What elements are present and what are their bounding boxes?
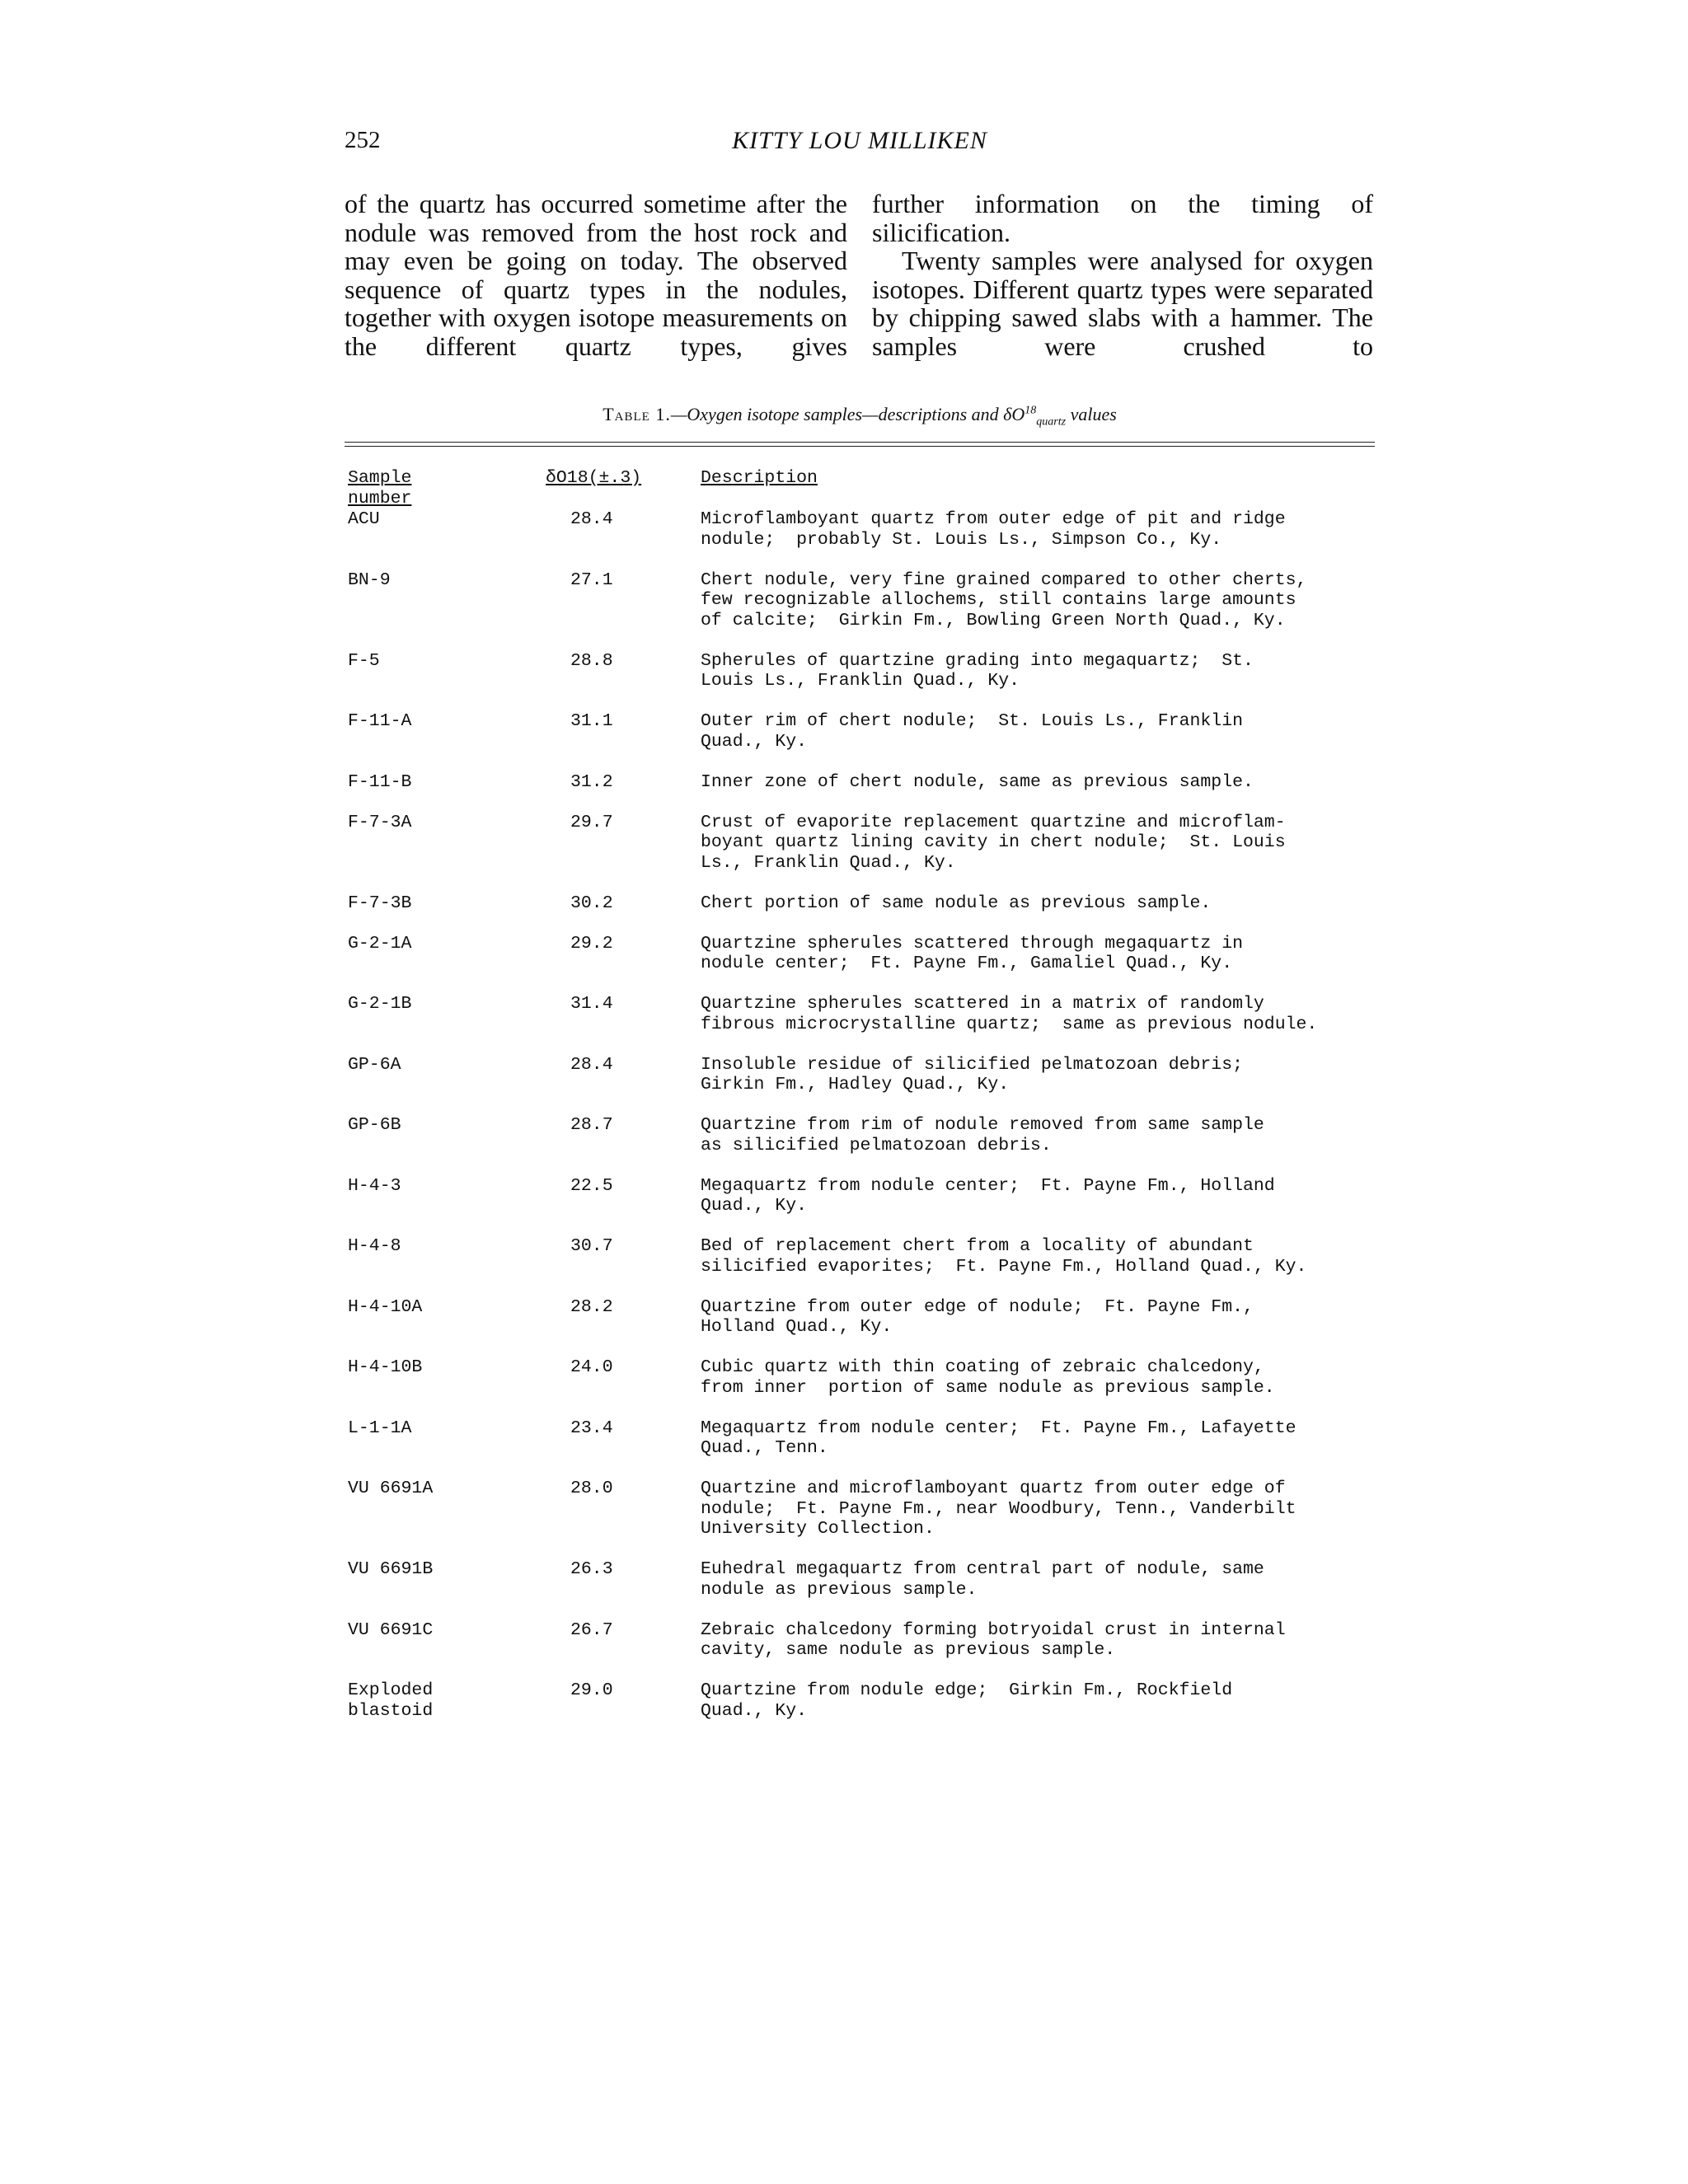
cell-sample-number: F-11-A — [348, 711, 412, 731]
cell-description: Spherules of quartzine grading into megaquartz; St. Louis Ls., Franklin Quad., Ky. — [701, 650, 1254, 691]
table-title-sup: 18 — [1025, 404, 1037, 417]
running-head: KITTY LOU MILLIKEN — [732, 127, 987, 154]
cell-description: Quartzine and microflamboyant quartz from outer edge of nodule; Ft. Payne Fm., near Woodbury, Tenn., Vanderbilt University Collection. — [701, 1479, 1296, 1539]
cell-sample-number: F-7-3B — [348, 893, 412, 913]
cell-description: Inner zone of chert nodule, same as previous sample. — [701, 771, 1254, 792]
cell-delta-o18: 26.7 — [570, 1619, 613, 1640]
table-row — [345, 893, 1383, 934]
cell-sample-number: ACU — [348, 509, 380, 529]
table-row — [345, 1115, 1383, 1176]
cell-sample-number: GP-6A — [348, 1054, 401, 1075]
cell-description: Insoluble residue of silicified pelmatozoan debris; Girkin Fm., Hadley Quad., Ky. — [701, 1054, 1244, 1094]
cell-description: Quartzine from nodule edge; Girkin Fm., Rockfield Quad., Ky. — [701, 1680, 1233, 1721]
cell-sample-number: VU 6691A — [348, 1479, 434, 1498]
page-header — [345, 127, 1375, 160]
cell-delta-o18: 28.0 — [570, 1479, 613, 1498]
table-row — [345, 1055, 1383, 1116]
cell-delta-o18: 28.4 — [570, 1054, 613, 1075]
table-row — [345, 813, 1383, 893]
cell-sample-number: G-2-1B — [348, 994, 412, 1014]
table-row — [345, 570, 1383, 651]
body-paragraph: Twenty samples were analysed for oxygen isotopes. Different quartz types were separated by chipping sawed slabs with a hammer. The samples were crushed to — [872, 246, 1373, 361]
table-row — [345, 509, 1383, 570]
body-paragraph: further information on the timing of silicification. — [872, 189, 1373, 247]
table-label: Table 1. — [603, 404, 671, 424]
cell-description: Megaquartz from nodule center; Ft. Payne Fm., Holland Quad., Ky. — [701, 1175, 1275, 1216]
cell-description: Bed of replacement chert from a locality of abundant silicified evaporites; Ft. Payne Fm., Holland Quad., Ky. — [701, 1236, 1307, 1277]
text-column-right — [872, 190, 1373, 360]
cell-delta-o18: 31.4 — [570, 994, 613, 1014]
table-row — [345, 1357, 1383, 1418]
cell-description: Microflamboyant quartz from outer edge of pit and ridge nodule; probably St. Louis Ls., Simpson Co., Ky. — [701, 509, 1286, 550]
cell-sample-number: F-5 — [348, 650, 380, 671]
cell-sample-number: L-1-1A — [348, 1418, 412, 1438]
cell-sample-number: H-4-3 — [348, 1175, 401, 1196]
page-number: 252 — [345, 127, 381, 153]
cell-description: Cubic quartz with thin coating of zebraic chalcedony, from inner portion of same nodule as previous sample. — [701, 1357, 1275, 1398]
table-row — [345, 1479, 1383, 1559]
cell-description: Quartzine spherules scattered through megaquartz in nodule center; Ft. Payne Fm., Gamaliel Quad., Ky. — [701, 933, 1244, 973]
header-sample-number: Sample number — [348, 468, 412, 509]
table-row — [345, 651, 1383, 712]
cell-sample-number: GP-6B — [348, 1115, 401, 1135]
cell-delta-o18: 28.2 — [570, 1296, 613, 1317]
cell-description: Quartzine spherules scattered in a matrix of randomly fibrous microcrystalline quartz; same as previous nodule. — [701, 994, 1318, 1034]
cell-sample-number: F-7-3A — [348, 812, 412, 832]
cell-delta-o18: 29.7 — [570, 812, 613, 832]
table-row — [345, 1620, 1383, 1681]
cell-description: Euhedral megaquartz from central part of nodule, same nodule as previous sample. — [701, 1559, 1264, 1600]
table-body — [345, 509, 1383, 1741]
cell-delta-o18: 30.2 — [570, 893, 613, 913]
cell-delta-o18: 29.2 — [570, 933, 613, 954]
header-description: Description — [701, 468, 818, 488]
cell-sample-number: H-4-10B — [348, 1357, 423, 1377]
cell-delta-o18: 31.2 — [570, 771, 613, 792]
cell-sample-number: VU 6691C — [348, 1619, 434, 1640]
table-row — [345, 711, 1383, 772]
cell-delta-o18: 29.0 — [570, 1680, 613, 1700]
table-caption — [345, 404, 1375, 429]
table-row — [345, 1680, 1383, 1741]
table-top-rule — [345, 442, 1375, 443]
table-title-sub: quartz — [1036, 415, 1067, 429]
table-top-rule-double — [345, 446, 1375, 447]
cell-delta-o18: 30.7 — [570, 1236, 613, 1256]
cell-delta-o18: 28.7 — [570, 1115, 613, 1135]
cell-delta-o18: 24.0 — [570, 1357, 613, 1377]
table-header-row — [345, 468, 1383, 509]
cell-sample-number: Exploded blastoid — [348, 1680, 434, 1721]
cell-sample-number: F-11-B — [348, 771, 412, 792]
cell-description: Crust of evaporite replacement quartzine and microflam- boyant quartz lining cavity in chert nodule; St. Louis Ls., Franklin Quad., Ky. — [701, 812, 1286, 873]
table-row — [345, 934, 1383, 995]
cell-sample-number: BN-9 — [348, 569, 391, 590]
table-row — [345, 1176, 1383, 1237]
table-row — [345, 1559, 1383, 1620]
cell-description: Zebraic chalcedony forming botryoidal crust in internal cavity, same nodule as previous sample. — [701, 1619, 1286, 1660]
table-row — [345, 1418, 1383, 1479]
cell-sample-number: H-4-10A — [348, 1296, 423, 1317]
header-delta-o18: δO18(±.3) — [546, 468, 642, 488]
text-column-left — [345, 190, 847, 360]
cell-description: Quartzine from outer edge of nodule; Ft. Payne Fm., Holland Quad., Ky. — [701, 1296, 1254, 1337]
cell-delta-o18: 27.1 — [570, 569, 613, 590]
table-title-text: —Oxygen isotope samples—descriptions and δO — [670, 404, 1025, 424]
cell-delta-o18: 26.3 — [570, 1559, 613, 1579]
cell-delta-o18: 22.5 — [570, 1175, 613, 1196]
cell-delta-o18: 28.8 — [570, 650, 613, 671]
cell-description: Outer rim of chert nodule; St. Louis Ls., Franklin Quad., Ky. — [701, 711, 1244, 752]
cell-description: Chert portion of same nodule as previous sample. — [701, 893, 1212, 913]
table-title — [670, 404, 1117, 429]
cell-sample-number: VU 6691B — [348, 1559, 434, 1579]
cell-delta-o18: 31.1 — [570, 711, 613, 731]
cell-delta-o18: 23.4 — [570, 1418, 613, 1438]
cell-sample-number: G-2-1A — [348, 933, 412, 954]
cell-description: Quartzine from rim of nodule removed from same sample as silicified pelmatozoan debris. — [701, 1115, 1264, 1155]
table-row — [345, 1236, 1383, 1297]
cell-delta-o18: 28.4 — [570, 509, 613, 529]
table-row — [345, 1297, 1383, 1358]
body-paragraph: of the quartz has occurred sometime after the nodule was removed from the host rock and may even be going on today. The observed sequence of quartz types in the nodules, together with oxygen isotope measurements on the different quartz types, gives — [345, 189, 847, 361]
table-row — [345, 772, 1383, 813]
cell-description: Chert nodule, very fine grained compared to other cherts, few recognizable allochems, still contains large amounts of calcite; Girkin Fm., Bowling Green North Quad., Ky. — [701, 569, 1307, 630]
cell-description: Megaquartz from nodule center; Ft. Payne Fm., Lafayette Quad., Tenn. — [701, 1418, 1296, 1458]
table-row — [345, 994, 1383, 1055]
table-title-suffix: values — [1066, 404, 1117, 424]
isotope-table — [345, 468, 1383, 1741]
cell-sample-number: H-4-8 — [348, 1236, 401, 1256]
